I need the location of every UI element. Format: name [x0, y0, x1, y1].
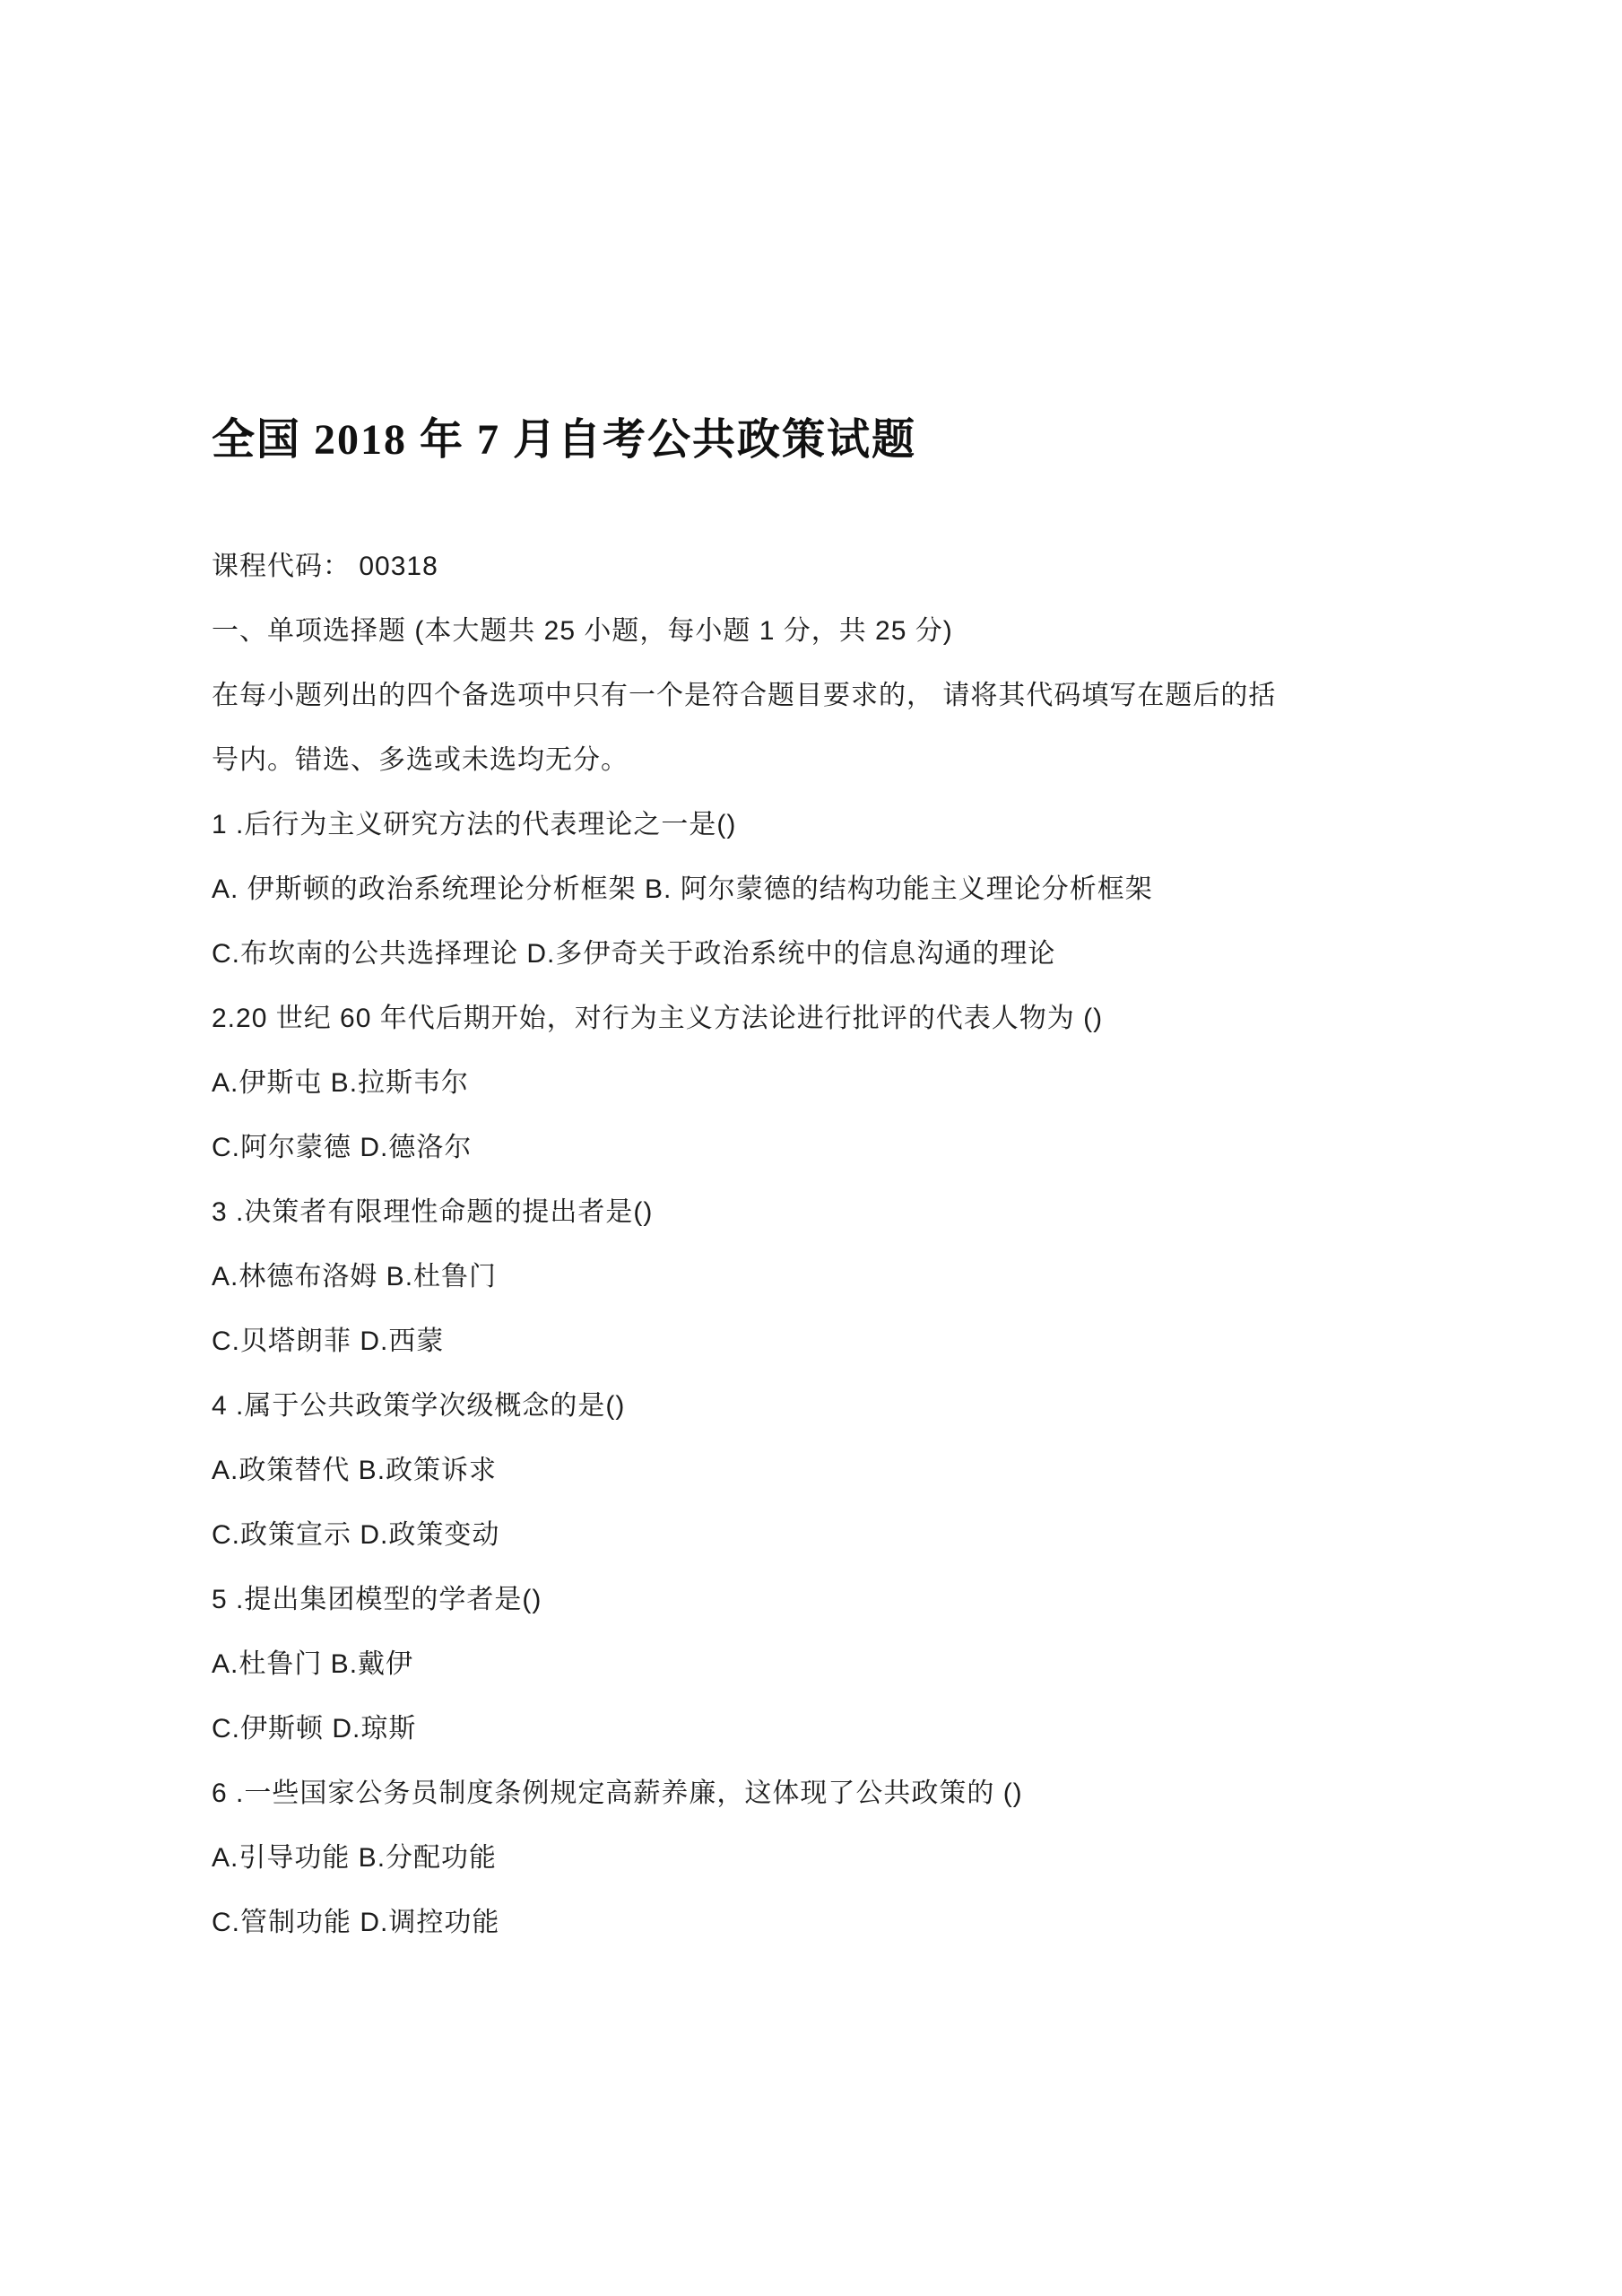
question-1-options-ab: A. 伊斯顿的政治系统理论分析框架 B. 阿尔蒙德的结构功能主义理论分析框架: [212, 874, 1153, 904]
question-2-stem: 2.20 世纪 60 年代后期开始，对行为主义方法论进行批评的代表人物为 (): [212, 1004, 1104, 1033]
question-6-options-cd: C.管制功能 D.调控功能: [212, 1908, 500, 1937]
question-4-stem: 4 .属于公共政策学次级概念的是(): [212, 1391, 626, 1421]
question-3-options-cd: C.贝塔朗菲 D.西蒙: [212, 1326, 445, 1356]
question-4: [212, 1387, 1568, 1555]
question-2-options-cd: C.阿尔蒙德 D.德洛尔: [212, 1133, 473, 1162]
question-5: [212, 1580, 1568, 1749]
question-1: [212, 805, 1568, 974]
question-4-options-cd: C.政策宣示 D.政策变动: [212, 1520, 500, 1550]
question-1-stem: 1 .后行为主义研究方法的代表理论之一是(): [212, 810, 737, 839]
question-3-options-ab: A.林德布洛姆 B.杜鲁门: [212, 1262, 498, 1292]
document-title: 全国 2018 年 7 月自考公共政策试题: [212, 416, 917, 464]
question-6: [212, 1774, 1568, 1943]
section-heading: 一、单项选择题 (本大题共 25 小题，每小题 1 分，共 25 分): [212, 616, 953, 646]
question-5-options-ab: A.杜鲁门 B.戴伊: [212, 1649, 414, 1679]
question-1-options-cd: C.布坎南的公共选择理论 D.多伊奇关于政治系统中的信息沟通的理论: [212, 939, 1056, 969]
course-code-line: 课程代码： 00318: [212, 552, 438, 581]
question-2-options-ab: A.伊斯屯 B.拉斯韦尔: [212, 1068, 470, 1098]
text-block: [212, 0, 1568, 1968]
question-4-options-ab: A.政策替代 B.政策诉求: [212, 1456, 498, 1485]
question-3-stem: 3 .决策者有限理性命题的提出者是(): [212, 1197, 654, 1227]
question-2: [212, 999, 1568, 1168]
instructions-line-1: 在每小题列出的四个备选项中只有一个是符合题目要求的， 请将其代码填写在题后的括: [212, 681, 1277, 710]
question-5-stem: 5 .提出集团模型的学者是(): [212, 1585, 542, 1614]
question-6-stem: 6 .一些国家公务员制度条例规定高薪养廉，这体现了公共政策的 (): [212, 1779, 1023, 1808]
question-5-options-cd: C.伊斯顿 D.琼斯: [212, 1714, 417, 1744]
instructions-line-2: 号内。错选、多选或未选均无分。: [212, 745, 629, 775]
question-6-options-ab: A.引导功能 B.分配功能: [212, 1843, 498, 1873]
question-3: [212, 1193, 1568, 1361]
